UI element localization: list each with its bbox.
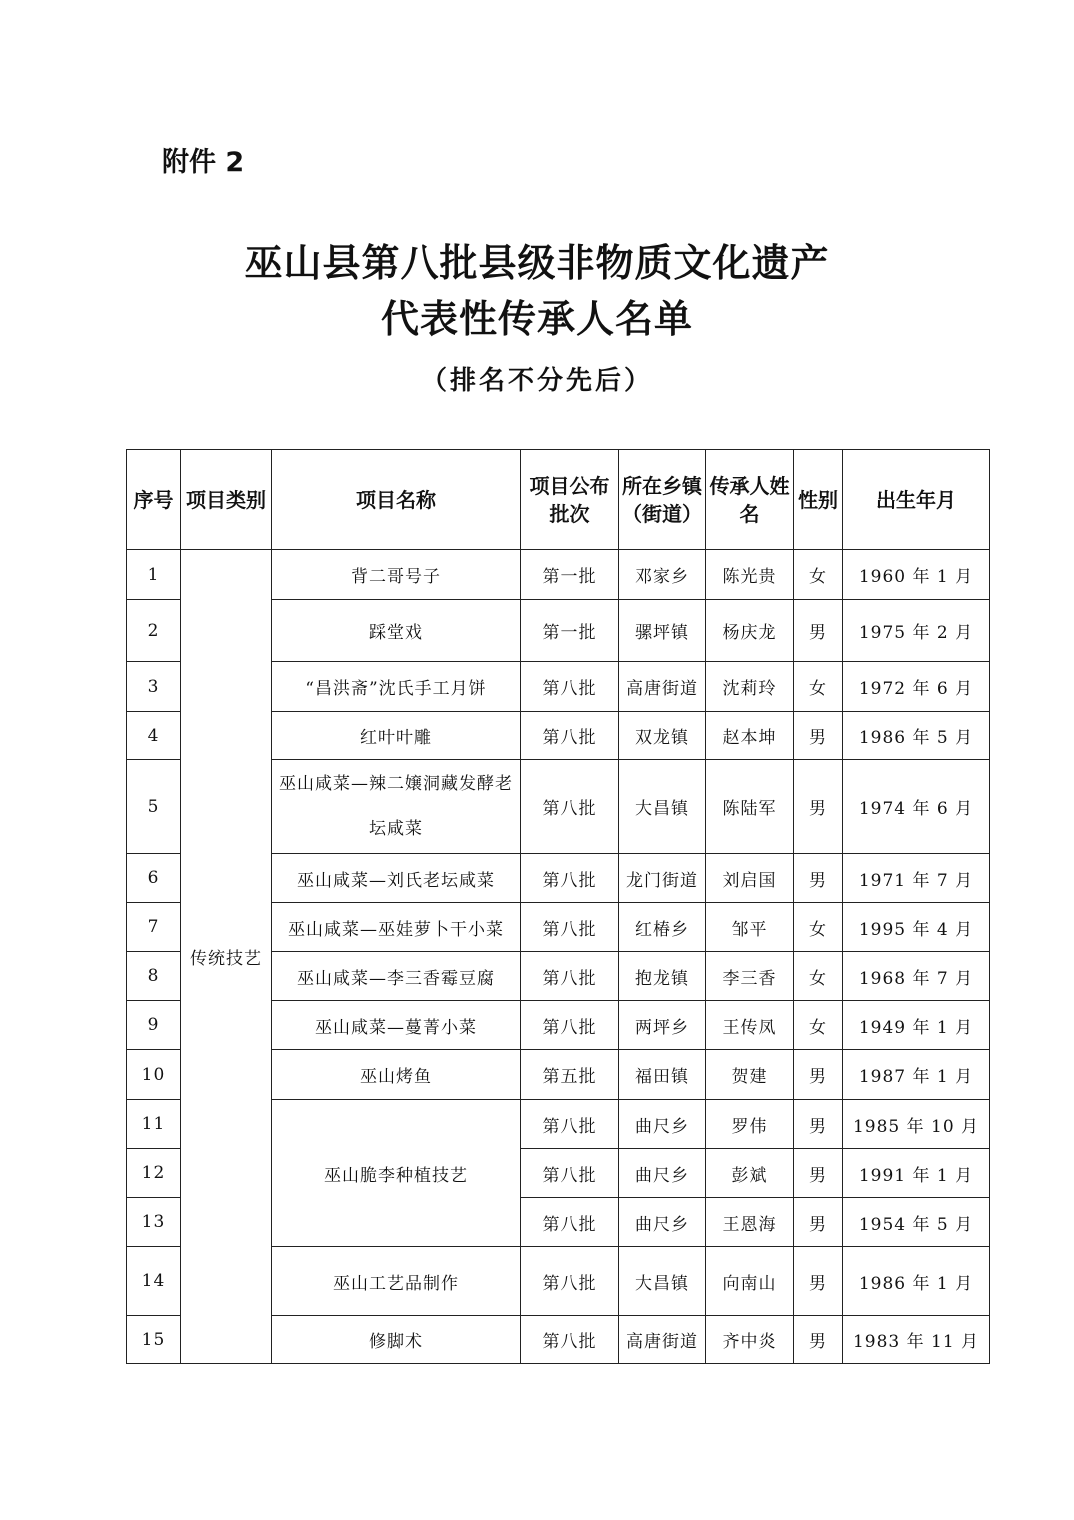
cell-birth: 1983 年 11 月 (843, 1316, 990, 1364)
cell-gender: 男 (794, 1100, 843, 1149)
table-header-row (127, 450, 990, 550)
cell-gender: 女 (794, 1001, 843, 1050)
cell-gender: 女 (794, 662, 843, 712)
cell-batch: 第八批 (521, 1247, 619, 1316)
cell-project: 巫山工艺品制作 (272, 1247, 521, 1316)
cell-town: 福田镇 (619, 1050, 706, 1100)
cell-index: 11 (127, 1100, 181, 1149)
cell-project: 巫山咸菜—辣二嬢洞藏发酵老坛咸菜 (272, 760, 521, 854)
cell-name: 齐中炎 (706, 1316, 794, 1364)
cell-town: 曲尺乡 (619, 1198, 706, 1247)
cell-project: 巫山咸菜—李三香霉豆腐 (272, 952, 521, 1001)
cell-town: 大昌镇 (619, 760, 706, 854)
cell-town: 曲尺乡 (619, 1149, 706, 1198)
cell-name: 陈陆军 (706, 760, 794, 854)
header-town: 所在乡镇（街道） (619, 450, 706, 550)
header-gender: 性别 (794, 450, 843, 550)
cell-name: 向南山 (706, 1247, 794, 1316)
cell-name: 杨庆龙 (706, 600, 794, 662)
cell-name: 陈光贵 (706, 550, 794, 600)
cell-gender: 男 (794, 1247, 843, 1316)
cell-birth: 1991 年 1 月 (843, 1149, 990, 1198)
cell-gender: 男 (794, 712, 843, 760)
cell-name: 邹平 (706, 903, 794, 952)
cell-town: 高唐街道 (619, 1316, 706, 1364)
header-batch: 项目公布批次 (521, 450, 619, 550)
cell-gender: 男 (794, 854, 843, 903)
cell-birth: 1974 年 6 月 (843, 760, 990, 854)
cell-birth: 1960 年 1 月 (843, 550, 990, 600)
cell-index: 7 (127, 903, 181, 952)
cell-project: 修脚术 (272, 1316, 521, 1364)
cell-gender: 男 (794, 760, 843, 854)
attachment-label: 附件 2 (162, 147, 245, 178)
cell-batch: 第八批 (521, 760, 619, 854)
cell-batch: 第八批 (521, 854, 619, 903)
cell-birth: 1987 年 1 月 (843, 1050, 990, 1100)
cell-birth: 1971 年 7 月 (843, 854, 990, 903)
cell-birth: 1949 年 1 月 (843, 1001, 990, 1050)
cell-name: 刘启国 (706, 854, 794, 903)
cell-name: 李三香 (706, 952, 794, 1001)
cell-town: 高唐街道 (619, 662, 706, 712)
cell-gender: 男 (794, 1198, 843, 1247)
cell-index: 14 (127, 1247, 181, 1316)
cell-index: 1 (127, 550, 181, 600)
cell-index: 10 (127, 1050, 181, 1100)
cell-project: 踩堂戏 (272, 600, 521, 662)
cell-gender: 男 (794, 1149, 843, 1198)
cell-gender: 女 (794, 952, 843, 1001)
cell-town: 两坪乡 (619, 1001, 706, 1050)
cell-birth: 1968 年 7 月 (843, 952, 990, 1001)
cell-index: 5 (127, 760, 181, 854)
cell-batch: 第八批 (521, 1149, 619, 1198)
cell-town: 大昌镇 (619, 1247, 706, 1316)
cell-batch: 第五批 (521, 1050, 619, 1100)
header-birth: 出生年月 (843, 450, 990, 550)
cell-birth: 1986 年 1 月 (843, 1247, 990, 1316)
cell-town: 红椿乡 (619, 903, 706, 952)
cell-batch: 第八批 (521, 712, 619, 760)
cell-name: 彭斌 (706, 1149, 794, 1198)
cell-town: 曲尺乡 (619, 1100, 706, 1149)
cell-index: 2 (127, 600, 181, 662)
cell-index: 8 (127, 952, 181, 1001)
cell-batch: 第八批 (521, 1316, 619, 1364)
inheritor-table (126, 449, 990, 1364)
cell-birth: 1975 年 2 月 (843, 600, 990, 662)
cell-birth: 1986 年 5 月 (843, 712, 990, 760)
cell-batch: 第八批 (521, 1001, 619, 1050)
cell-project: 巫山咸菜—蔓菁小菜 (272, 1001, 521, 1050)
cell-batch: 第八批 (521, 662, 619, 712)
cell-name: 贺建 (706, 1050, 794, 1100)
cell-project: “昌洪斋”沈氏手工月饼 (272, 662, 521, 712)
cell-gender: 男 (794, 1316, 843, 1364)
cell-project: 背二哥号子 (272, 550, 521, 600)
header-project: 项目名称 (272, 450, 521, 550)
cell-gender: 男 (794, 1050, 843, 1100)
cell-name: 赵本坤 (706, 712, 794, 760)
cell-gender: 男 (794, 600, 843, 662)
cell-project: 巫山咸菜—巫娃萝卜干小菜 (272, 903, 521, 952)
cell-batch: 第八批 (521, 952, 619, 1001)
header-category: 项目类别 (181, 450, 272, 550)
cell-index: 13 (127, 1198, 181, 1247)
cell-index: 12 (127, 1149, 181, 1198)
document-subtitle: （排名不分先后） (420, 366, 653, 396)
cell-birth: 1954 年 5 月 (843, 1198, 990, 1247)
cell-town: 邓家乡 (619, 550, 706, 600)
cell-town: 双龙镇 (619, 712, 706, 760)
cell-town: 龙门街道 (619, 854, 706, 903)
cell-batch: 第八批 (521, 903, 619, 952)
cell-town: 抱龙镇 (619, 952, 706, 1001)
cell-index: 15 (127, 1316, 181, 1364)
cell-project: 红叶叶雕 (272, 712, 521, 760)
cell-birth: 1972 年 6 月 (843, 662, 990, 712)
cell-index: 9 (127, 1001, 181, 1050)
cell-gender: 女 (794, 903, 843, 952)
cell-birth: 1995 年 4 月 (843, 903, 990, 952)
cell-project: 巫山脆李种植技艺 (272, 1100, 521, 1247)
cell-batch: 第一批 (521, 550, 619, 600)
cell-gender: 女 (794, 550, 843, 600)
cell-batch: 第八批 (521, 1198, 619, 1247)
cell-town: 骡坪镇 (619, 600, 706, 662)
cell-name: 沈莉玲 (706, 662, 794, 712)
document-title-line-1: 巫山县第八批县级非物质文化遗产 (244, 240, 830, 285)
cell-index: 4 (127, 712, 181, 760)
cell-batch: 第一批 (521, 600, 619, 662)
cell-index: 6 (127, 854, 181, 903)
cell-batch: 第八批 (521, 1100, 619, 1149)
cell-name: 王传凤 (706, 1001, 794, 1050)
cell-project: 巫山烤鱼 (272, 1050, 521, 1100)
table-row (127, 550, 990, 600)
cell-birth: 1985 年 10 月 (843, 1100, 990, 1149)
cell-category: 传统技艺 (181, 550, 272, 1364)
cell-name: 罗伟 (706, 1100, 794, 1149)
cell-index: 3 (127, 662, 181, 712)
document-title-line-2: 代表性传承人名单 (380, 296, 693, 341)
header-index: 序号 (127, 450, 181, 550)
cell-project: 巫山咸菜—刘氏老坛咸菜 (272, 854, 521, 903)
header-name: 传承人姓名 (706, 450, 794, 550)
cell-name: 王恩海 (706, 1198, 794, 1247)
